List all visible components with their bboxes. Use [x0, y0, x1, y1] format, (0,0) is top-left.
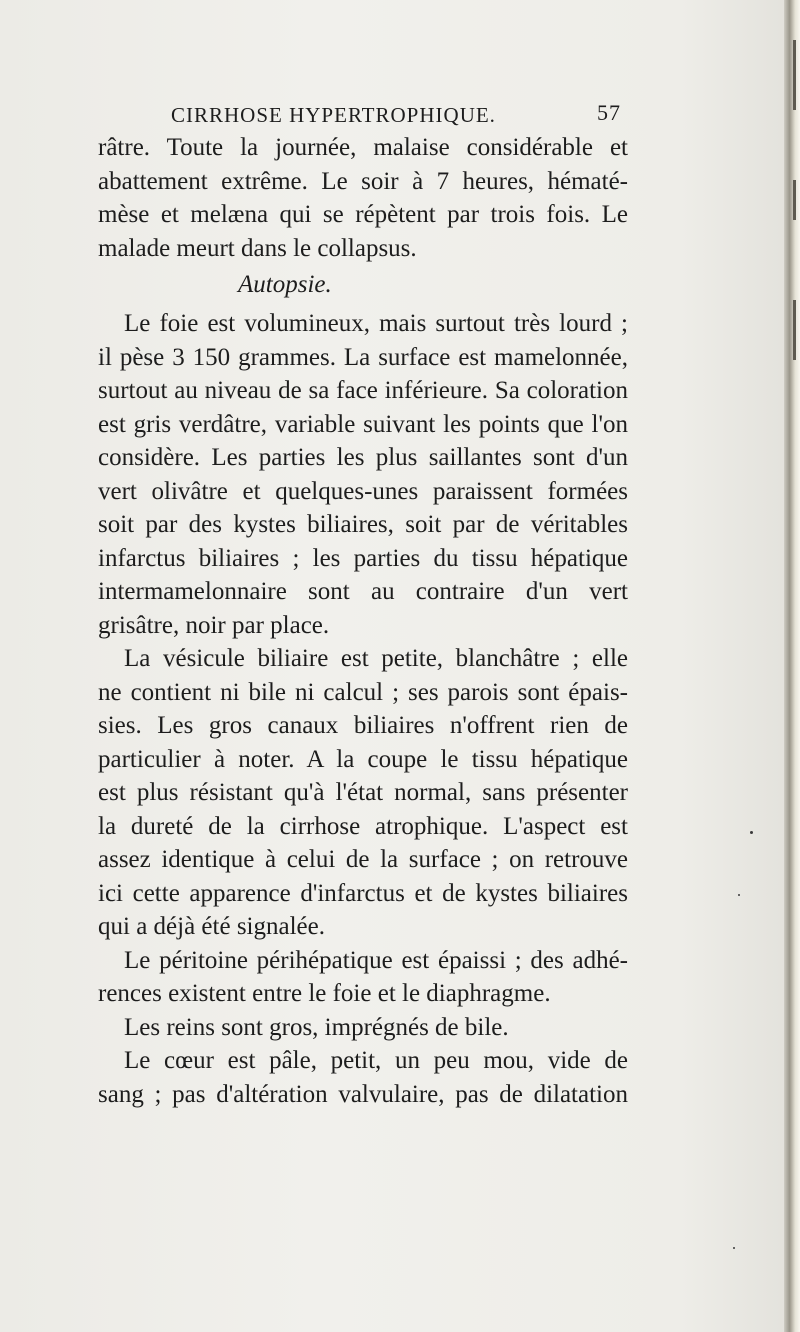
edge-mark: [793, 180, 796, 220]
running-header: [171, 100, 621, 131]
text-line: Le foie est volumineux, mais surtout très lourd ;: [124, 310, 628, 337]
text-line: la dureté de la cirrhose atrophique. L'aspect est: [98, 812, 628, 840]
edge-mark: [793, 300, 796, 360]
page-number: 57: [597, 100, 621, 125]
text-line: ici cette apparence d'infarctus et de kystes biliaires: [98, 879, 628, 907]
text-line: Le péritoine périhépatique est épaissi ; des adhé-: [124, 946, 628, 974]
text-line: malade meurt dans le collapsus.: [98, 234, 417, 262]
text-line: infarctus biliaires ; les parties du tissu hépatique: [98, 544, 628, 572]
text-line: abattement extrême. Le soir à 7 heures, hématé-: [98, 167, 628, 195]
paper-speck: [750, 831, 753, 834]
section-heading: Autopsie.: [238, 271, 332, 298]
text-line: est plus résistant qu'à l'état normal, sans présenter: [98, 779, 628, 806]
page-edge-shadow: [784, 0, 800, 1332]
text-line: considère. Les parties les plus saillantes sont d'un: [98, 444, 628, 471]
paper-speck: [738, 894, 740, 896]
text-line: vert olivâtre et quelques-unes paraissent formées: [98, 477, 628, 505]
body-text: [98, 131, 628, 1111]
text-line: est gris verdâtre, variable suivant les points que l'on: [98, 410, 628, 438]
text-line: surtout au niveau de sa face inférieure. Sa coloration: [98, 377, 628, 404]
text-line: mèse et melæna qui se répètent par trois fois. Le: [98, 201, 628, 228]
text-line: La vésicule biliaire est petite, blanchâtre ; elle: [124, 645, 628, 672]
paper-speck: [733, 1247, 735, 1249]
text-line: soit par des kystes biliaires, soit par de véritables: [98, 511, 628, 538]
edge-mark: [793, 40, 796, 110]
text-line: intermamelonnaire sont au contraire d'un vert: [98, 578, 628, 605]
text-line: assez identique à celui de la surface ; on retrouve: [98, 846, 628, 873]
text-line: râtre. Toute la journée, malaise considérable et: [98, 134, 628, 161]
text-line: sang ; pas d'altération valvulaire, pas de dilatation: [98, 1080, 628, 1108]
text-line: grisâtre, noir par place.: [98, 611, 330, 639]
text-line: sies. Les gros canaux biliaires n'offrent rien de: [98, 712, 628, 739]
text-line: il pèse 3 150 grammes. La surface est mamelonnée,: [98, 343, 628, 371]
text-line: particulier à noter. A la coupe le tissu hépatique: [98, 745, 628, 773]
text-line: qui a déjà été signalée.: [98, 913, 325, 940]
text-line: Les reins sont gros, imprégnés de bile.: [124, 1013, 509, 1041]
text-line: ne contient ni bile ni calcul ; ses parois sont épais-: [98, 678, 628, 706]
text-line: Le cœur est pâle, petit, un peu mou, vide de: [124, 1047, 628, 1074]
running-head-title: CIRRHOSE HYPERTROPHIQUE.: [171, 103, 496, 127]
text-line: rences existent entre le foie et le diaphragme.: [98, 980, 551, 1007]
